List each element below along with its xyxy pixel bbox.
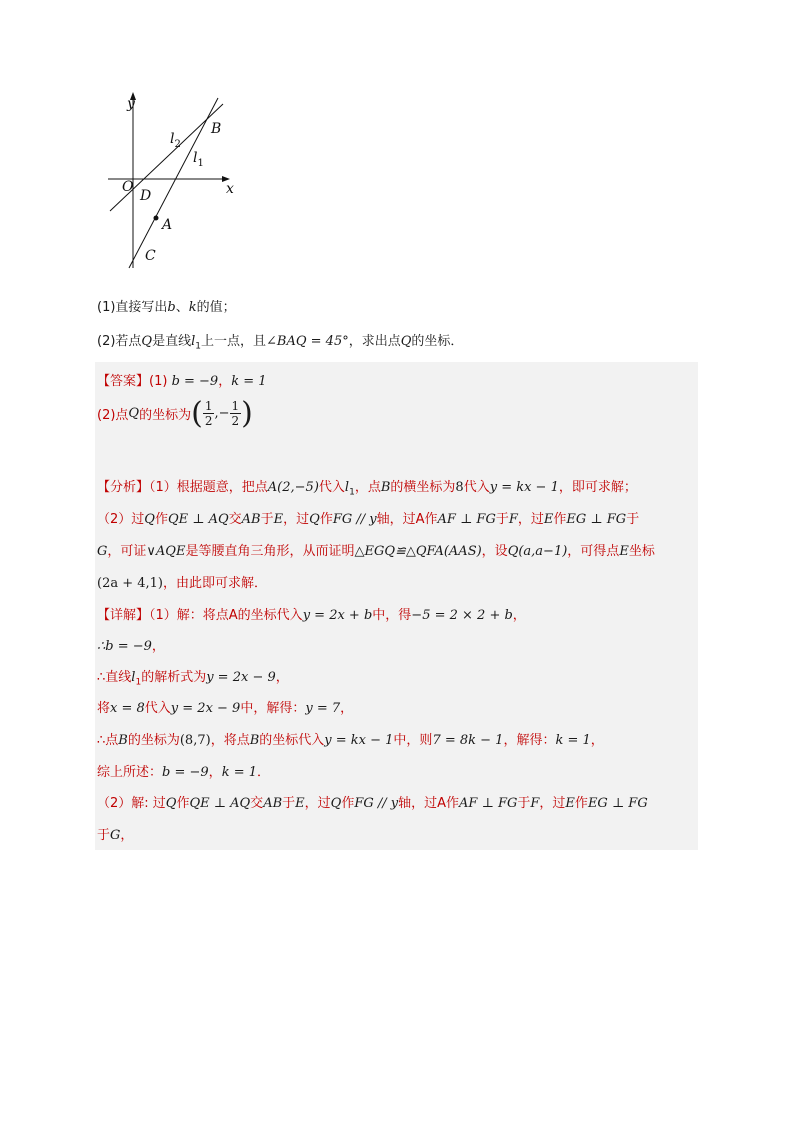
answer-line-2: (2)点Q的坐标为( $\frac{1}{2}$ ,− $\frac{1}{2}$ ): [97, 396, 253, 431]
coordinate-figure: [100, 90, 250, 279]
detail-line-4: 将x = 8代入y = 2x − 9中，解得：y = 7，: [97, 701, 354, 716]
detail-line-5: ∴点B的坐标为(8,7)，将点B的坐标代入y = kx − 1中，则7 = 8k − 1，解得：k = 1，: [97, 733, 604, 748]
detail-line-1: 【详解】（1）解：将点A的坐标代入y = 2x + b中，得−5 = 2 × 2 + b，: [97, 608, 526, 623]
label-y: y: [127, 96, 135, 112]
detail-line-7: （2）解: 过Q作QE ⊥ AQ交AB于E，过Q作FG // y轴，过A作AF ⊥ FG于F，过E作EG ⊥ FG: [97, 796, 648, 811]
label-b: B: [211, 121, 222, 137]
line-l1: [129, 98, 218, 268]
question-2: (2)若点Q是直线$l_1$上一点，且∠BAQ = 45°，求出点Q的坐标．: [97, 334, 464, 352]
analysis-line-3: G，可证∨AQE是等腰直角三角形，从而证明△EGQ≌△QFA(AAS)，设Q(a,a−1)，可得点E坐标: [97, 544, 655, 559]
answer-line-1: 【答案】(1) b = −9，k = 1: [97, 374, 267, 389]
analysis-line-4: (2a + 4,1)，由此即可求解．: [97, 576, 268, 591]
fraction-1: $\frac{1}{2}$: [204, 399, 213, 428]
fraction-2: $\frac{1}{2}$: [231, 399, 240, 428]
detail-line-6: 综上所述：b = −9，k = 1．: [97, 765, 271, 780]
label-l2: $l_2$: [170, 131, 181, 150]
point-a: [154, 216, 159, 221]
analysis-line-2: （2）过Q作QE ⊥ AQ交AB于E，过Q作FG // y轴，过A作AF ⊥ FG于F，过E作EG ⊥ FG于: [97, 512, 640, 527]
detail-line-8: 于G，: [97, 828, 134, 843]
detail-line-3: ∴直线$l_1$的解析式为y = 2x − 9，: [97, 670, 289, 688]
label-l1: $l_1$: [193, 150, 204, 169]
label-d: D: [140, 188, 152, 204]
label-c: C: [145, 248, 156, 264]
label-o: O: [122, 179, 134, 195]
figure-svg: [100, 90, 250, 275]
question-1: (1)直接写出b、k的值；: [97, 300, 236, 315]
analysis-line-1: 【分析】（1）根据题意，把点A(2,−5)代入$l_1$，点B的横坐标为8代入y = kx − 1，即可求解；: [97, 480, 637, 498]
detail-line-2: ∴b = −9，: [97, 639, 165, 654]
solution-panel: [95, 362, 698, 850]
label-x: x: [226, 181, 234, 197]
label-a: A: [162, 217, 173, 233]
